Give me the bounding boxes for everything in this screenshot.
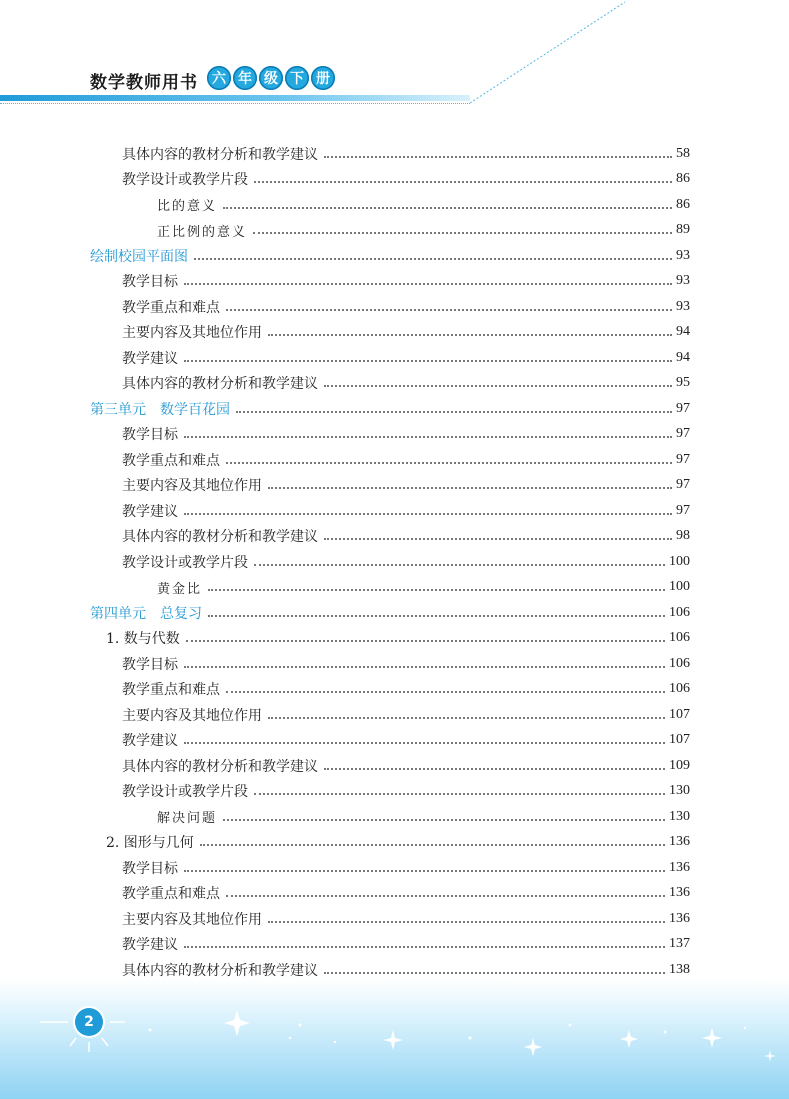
toc-leader-dots xyxy=(324,768,665,770)
toc-entry[interactable] xyxy=(157,575,690,600)
toc-entry-page: 94 xyxy=(676,349,690,365)
toc-leader-dots xyxy=(194,258,672,260)
toc-leader-dots xyxy=(324,385,672,387)
toc-entry[interactable] xyxy=(122,753,690,778)
toc-entry-page: 106 xyxy=(669,655,690,671)
toc-entry-page: 100 xyxy=(669,579,690,594)
toc-entry[interactable] xyxy=(122,141,690,166)
toc-leader-dots xyxy=(324,972,665,974)
toc-leader-dots xyxy=(186,640,665,642)
header-rule xyxy=(0,95,470,101)
toc-entry-title: 2. 图形与几何 xyxy=(106,835,194,851)
toc-entry-title: 第四单元 总复习 xyxy=(90,605,202,622)
toc-entry-title: 主要内容及其地位作用 xyxy=(122,325,262,341)
toc-entry-title: 主要内容及其地位作用 xyxy=(122,478,262,494)
toc-entry[interactable] xyxy=(106,830,690,855)
toc-entry[interactable] xyxy=(122,702,690,727)
toc-entry-page: 138 xyxy=(669,961,690,977)
toc-entry-title: 教学设计或教学片段 xyxy=(122,172,248,188)
toc-leader-dots xyxy=(223,207,672,209)
toc-leader-dots xyxy=(208,615,665,617)
grade-badges xyxy=(207,66,335,90)
toc-leader-dots xyxy=(324,156,672,158)
toc-entry-title: 教学建议 xyxy=(122,350,178,367)
toc-entry[interactable] xyxy=(122,320,690,345)
toc-entry-title: 教学目标 xyxy=(122,274,178,290)
toc-leader-dots xyxy=(268,717,665,719)
toc-entry-page: 95 xyxy=(676,375,690,390)
toc-entry[interactable] xyxy=(122,651,690,676)
toc-entry-title: 具体内容的教材分析和教学建议 xyxy=(122,758,318,775)
grade-badge: 下 xyxy=(285,66,309,90)
toc-entry[interactable] xyxy=(122,779,690,804)
toc-leader-dots xyxy=(226,895,665,897)
toc-entry-page: 136 xyxy=(669,910,690,926)
toc-leader-dots xyxy=(184,360,672,362)
grade-badge: 六 xyxy=(207,66,231,90)
toc-entry-title: 教学重点和难点 xyxy=(122,452,220,469)
toc-entry[interactable] xyxy=(122,422,690,447)
toc-leader-dots xyxy=(223,819,665,821)
toc-entry-page: 130 xyxy=(669,808,690,824)
toc-entry-page: 89 xyxy=(676,222,690,237)
toc-entry[interactable] xyxy=(122,447,690,472)
toc-entry[interactable] xyxy=(90,600,690,625)
toc-entry-title: 教学设计或教学片段 xyxy=(122,784,248,800)
toc-leader-dots xyxy=(254,181,672,183)
toc-entry-page: 93 xyxy=(676,273,690,288)
toc-entry[interactable] xyxy=(122,371,690,396)
book-title: 数学教师用书 xyxy=(90,73,198,93)
toc-entry-title: 教学设计或教学片段 xyxy=(122,554,248,571)
toc-entry-page: 97 xyxy=(676,502,690,518)
toc-entry[interactable] xyxy=(122,294,690,319)
toc-entry-title: 第三单元 数学百花园 xyxy=(90,401,230,418)
toc-entry-title: 教学建议 xyxy=(122,733,178,749)
toc-entry-page: 58 xyxy=(676,145,690,161)
toc-leader-dots xyxy=(184,742,665,744)
toc-entry-title: 教学建议 xyxy=(122,937,178,953)
toc-entry-page: 94 xyxy=(676,324,690,339)
toc-entry-page: 107 xyxy=(669,706,690,722)
toc-entry-page: 97 xyxy=(676,426,690,441)
toc-entry-page: 137 xyxy=(669,936,690,951)
toc-entry[interactable] xyxy=(122,677,690,702)
toc-leader-dots xyxy=(200,844,665,846)
toc-leader-dots xyxy=(184,666,665,668)
toc-leader-dots xyxy=(226,309,672,311)
toc-entry[interactable] xyxy=(122,167,690,192)
toc-entry-page: 86 xyxy=(676,196,690,212)
toc-entry-title: 绘制校园平面图 xyxy=(90,248,188,265)
toc-entry-title: 1. 数与代数 xyxy=(106,631,180,647)
toc-leader-dots xyxy=(226,691,665,693)
page-number: 2 xyxy=(75,1008,103,1036)
toc-entry-page: 130 xyxy=(669,783,690,798)
page-header xyxy=(0,0,789,110)
toc-leader-dots xyxy=(208,589,665,591)
toc-entry[interactable] xyxy=(122,345,690,370)
toc-entry[interactable] xyxy=(122,269,690,294)
toc-entry-title: 解决问题 xyxy=(157,811,218,826)
grade-badge: 级 xyxy=(259,66,283,90)
toc-leader-dots xyxy=(226,462,672,464)
toc-entry-title: 教学重点和难点 xyxy=(122,682,220,698)
toc-entry-title: 教学目标 xyxy=(122,427,178,443)
toc-entry-page: 136 xyxy=(669,885,690,900)
grade-badge: 年 xyxy=(233,66,257,90)
toc-entry-title: 教学建议 xyxy=(122,503,178,520)
toc-entry-page: 106 xyxy=(669,681,690,696)
toc-leader-dots xyxy=(184,946,665,948)
toc-leader-dots xyxy=(268,334,672,336)
toc-entry-title: 具体内容的教材分析和教学建议 xyxy=(122,529,318,545)
toc-entry[interactable] xyxy=(90,243,690,268)
toc-leader-dots xyxy=(254,793,665,795)
toc-entry-page: 106 xyxy=(669,630,690,645)
toc-entry-page: 106 xyxy=(669,604,690,620)
header-decoration xyxy=(0,0,789,110)
sparkle-decoration xyxy=(0,980,789,1099)
toc-entry[interactable] xyxy=(122,932,690,957)
toc-entry[interactable] xyxy=(157,192,690,217)
toc-entry[interactable] xyxy=(122,881,690,906)
toc-entry-page: 100 xyxy=(669,553,690,569)
toc-leader-dots xyxy=(236,411,672,413)
toc-entry[interactable] xyxy=(106,626,690,651)
toc-entry[interactable] xyxy=(122,498,690,523)
toc-entry[interactable] xyxy=(122,524,690,549)
toc-leader-dots xyxy=(184,436,672,438)
toc-leader-dots xyxy=(184,283,672,285)
toc-entry-page: 136 xyxy=(669,859,690,875)
toc-entry-title: 教学重点和难点 xyxy=(122,299,220,316)
toc-entry[interactable] xyxy=(122,906,690,931)
toc-leader-dots xyxy=(324,538,672,540)
toc-entry-page: 86 xyxy=(676,171,690,186)
toc-entry[interactable] xyxy=(90,396,690,421)
toc-entry-page: 97 xyxy=(676,400,690,416)
toc-entry-title: 正比例的意义 xyxy=(157,224,248,240)
toc-entry-page: 97 xyxy=(676,477,690,492)
toc-leader-dots xyxy=(254,564,665,566)
toc-entry-page: 98 xyxy=(676,528,690,543)
toc-entry[interactable] xyxy=(157,218,690,243)
toc-entry-page: 93 xyxy=(676,247,690,263)
header-dotted-rule xyxy=(0,103,470,104)
toc-entry[interactable] xyxy=(122,855,690,880)
toc-entry-title: 教学目标 xyxy=(122,860,178,877)
toc-entry-page: 93 xyxy=(676,298,690,314)
toc-entry-title: 教学目标 xyxy=(122,656,178,673)
toc-entry[interactable] xyxy=(157,804,690,829)
toc-entry-title: 比的意义 xyxy=(157,199,218,214)
toc-leader-dots xyxy=(184,870,665,872)
toc-entry-title: 黄金比 xyxy=(157,581,203,597)
toc-entry-title: 具体内容的教材分析和教学建议 xyxy=(122,376,318,392)
toc-leader-dots xyxy=(268,921,665,923)
toc-entry-page: 109 xyxy=(669,757,690,773)
toc-leader-dots xyxy=(268,487,672,489)
toc-entry-title: 具体内容的教材分析和教学建议 xyxy=(122,962,318,979)
toc-entry[interactable] xyxy=(122,549,690,574)
toc-entry-title: 具体内容的教材分析和教学建议 xyxy=(122,146,318,163)
grade-badge: 册 xyxy=(311,66,335,90)
toc-entry-title: 主要内容及其地位作用 xyxy=(122,911,262,928)
toc-entry[interactable] xyxy=(122,728,690,753)
toc-entry[interactable] xyxy=(122,473,690,498)
toc-leader-dots xyxy=(253,232,672,234)
toc-entry-page: 97 xyxy=(676,451,690,467)
toc-entry-title: 主要内容及其地位作用 xyxy=(122,707,262,724)
toc-entry-page: 107 xyxy=(669,732,690,747)
toc-leader-dots xyxy=(184,513,672,515)
toc-entry-title: 教学重点和难点 xyxy=(122,886,220,902)
toc-entry-page: 136 xyxy=(669,834,690,849)
